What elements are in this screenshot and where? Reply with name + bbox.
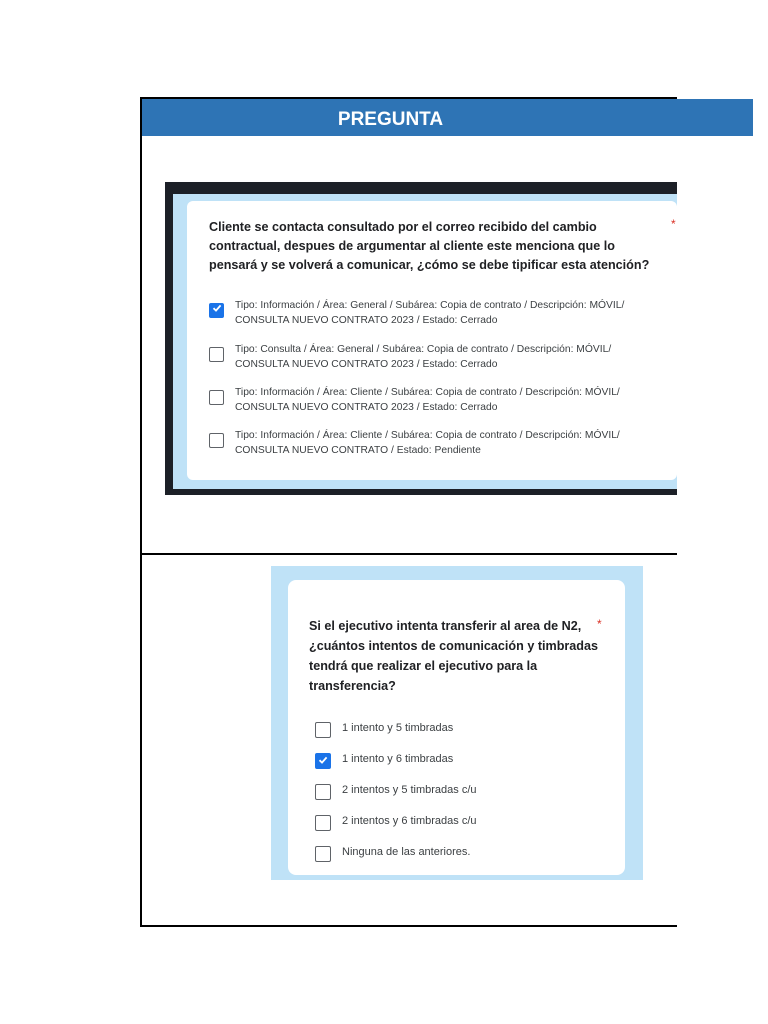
checkbox[interactable] [209, 347, 224, 362]
question-card-2 [271, 566, 643, 880]
question-2-text: Si el ejecutivo intenta transferir al area de N2, ¿cuántos intentos de comunicación y timbradas tendrá que realizar el ejecutivo para la transferencia? [309, 619, 599, 693]
option-label: Tipo: Información / Área: General / Subárea: Copia de contrato / Descripción: MÓVIL/ CONSULTA NUEVO CONTRATO 2023 / Estado: Cerrado [235, 300, 625, 326]
question-card-1-border [173, 194, 677, 489]
question-card-2-body [288, 580, 625, 875]
checkmark-icon [318, 755, 328, 765]
checkbox[interactable] [209, 390, 224, 405]
table-border-left [140, 97, 142, 927]
checkmark-icon [212, 303, 222, 313]
option-label: Tipo: Información / Área: Cliente / Subárea: Copia de contrato / Descripción: MÓVIL/ CONSULTA NUEVO CONTRATO 2023 / Estado: Cerrado [235, 387, 620, 413]
question-card-1 [165, 182, 677, 495]
option-label: Tipo: Información / Área: Cliente / Subárea: Copia de contrato / Descripción: MÓVIL/ CONSULTA NUEVO CONTRATO / Estado: Pendiente [235, 430, 620, 456]
checkbox[interactable] [315, 815, 331, 831]
checkbox[interactable] [315, 722, 331, 738]
option-label: 2 intentos y 6 timbradas c/u [342, 815, 477, 827]
required-mark: * [597, 617, 602, 631]
checkbox-checked[interactable] [209, 303, 224, 318]
required-mark: * [671, 217, 676, 231]
option-label: Tipo: Consulta / Área: General / Subárea: Copia de contrato / Descripción: MÓVIL/ CONSULTA NUEVO CONTRATO 2023 / Estado: Cerrado [235, 344, 612, 370]
option-label: 1 intento y 6 timbradas [342, 753, 454, 765]
checkbox[interactable] [315, 846, 331, 862]
question-1-text: Cliente se contacta consultado por el correo recibido del cambio contractual, despues de argumentar al cliente este menciona que lo pensará y se volverá a comunicar, ¿cómo se debe tipificar esta atención? [209, 220, 650, 272]
option-label: 1 intento y 5 timbradas [342, 722, 454, 734]
table-border-bottom [140, 925, 677, 927]
option-label: 2 intentos y 5 timbradas c/u [342, 784, 477, 796]
checkbox[interactable] [315, 784, 331, 800]
table-header [142, 99, 753, 136]
table-row-divider [140, 553, 677, 555]
checkbox-checked[interactable] [315, 753, 331, 769]
page-title: PREGUNTA [337, 108, 444, 130]
question-card-1-body [187, 201, 677, 480]
checkbox[interactable] [209, 433, 224, 448]
option-label: Ninguna de las anteriores. [342, 846, 471, 858]
